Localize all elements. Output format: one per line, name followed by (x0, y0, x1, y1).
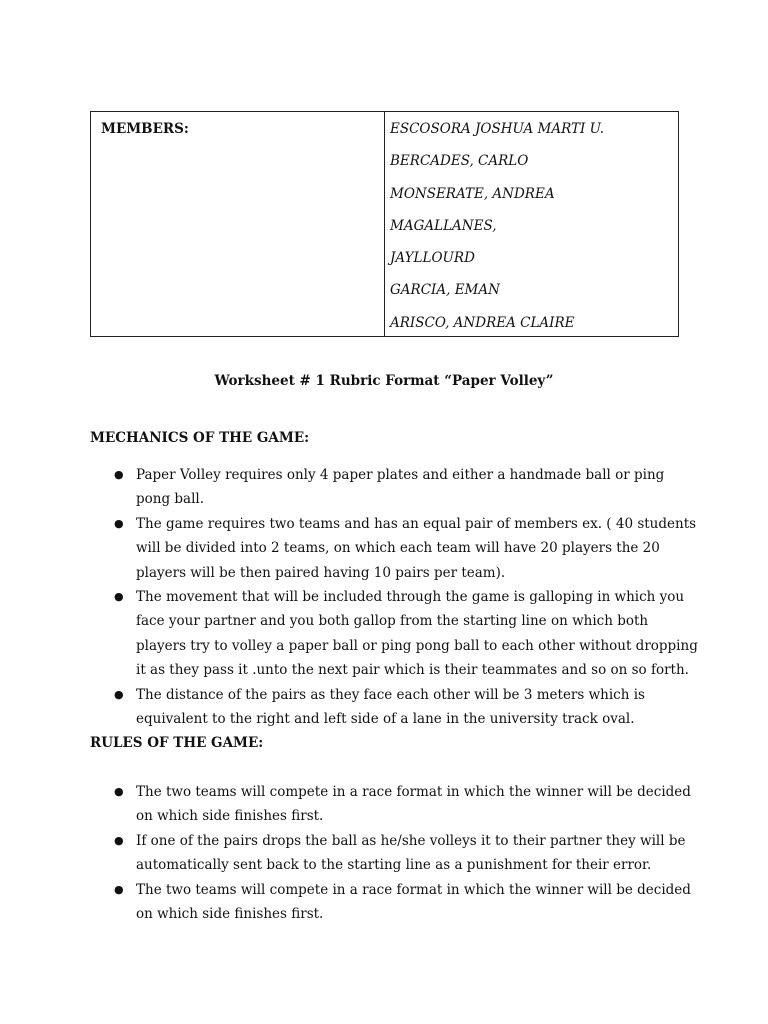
member-name: MONSERATE, ANDREA (390, 185, 555, 202)
bullet-icon: ● (114, 516, 124, 530)
bullet-icon: ● (114, 785, 124, 798)
list-item-text: The two teams will compete in a race format in which the winner will be decided on which side finishes first. (136, 784, 691, 825)
members-names-cell (385, 112, 678, 336)
worksheet-title: Worksheet # 1 Rubric Format “Paper Volley” (214, 373, 554, 389)
list-item (110, 878, 700, 927)
list-item (110, 683, 700, 732)
members-label-cell (91, 112, 385, 336)
list-item-text: If one of the pairs drops the ball as he/she volleys it to their partner they will be automatically sent back to the starting line as a punishment for their error. (136, 832, 686, 874)
mechanics-heading: MECHANICS OF THE GAME: (90, 430, 310, 446)
list-item-text: The game requires two teams and has an equal pair of members ex. ( 40 students will be divided into 2 teams, on which each team will have 20 players the 20 players will be then paired having 10 pairs per team). (136, 515, 697, 581)
bullet-icon: ● (114, 882, 124, 896)
list-item (110, 512, 700, 585)
list-item-text: The distance of the pairs as they face each other will be 3 meters which is equivalent to the right and left side of a lane in the university track oval. (136, 686, 645, 728)
member-name: MAGALLANES, (390, 217, 497, 234)
bullet-icon: ● (114, 687, 124, 701)
list-item (110, 585, 700, 683)
bullet-icon: ● (114, 833, 124, 847)
list-item (110, 463, 700, 512)
rules-heading: RULES OF THE GAME: (90, 735, 264, 751)
rules-list (110, 780, 700, 926)
list-item (110, 829, 700, 878)
member-name: ESCOSORA JOSHUA MARTI U. (390, 121, 605, 137)
member-name: JAYLLOURD (390, 250, 475, 267)
member-name: ARISCO, ANDREA CLAIRE (390, 314, 575, 331)
list-item (110, 780, 700, 829)
members-table (90, 111, 679, 337)
mechanics-list (110, 463, 700, 731)
list-item-text: Paper Volley requires only 4 paper plates and either a handmade ball or ping pong ball. (136, 467, 665, 508)
bullet-icon: ● (114, 590, 124, 604)
list-item-text: The two teams will compete in a race format in which the winner will be decided on which side finishes first. (136, 881, 691, 923)
members-label: MEMBERS: (101, 121, 189, 137)
member-name: BERCADES, CARLO (390, 153, 529, 170)
list-item-text: The movement that will be included through the game is galloping in which you face your partner and you both gallop from the starting line on which both players try to volley a paper ball or ping pong ball to each other without dropping it as they pass it .unto the next pair which is their teammates and so on so forth. (136, 589, 698, 679)
member-name: GARCIA, EMAN (390, 282, 500, 299)
bullet-icon: ● (114, 468, 124, 481)
